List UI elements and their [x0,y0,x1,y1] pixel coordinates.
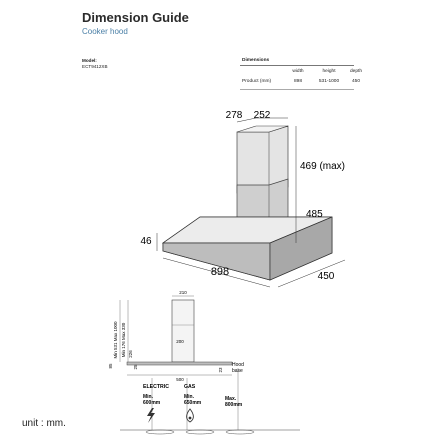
dim-500: 500 [176,377,184,382]
gas-min: Min. [184,394,194,400]
dim-278: 278 [225,110,243,121]
dim-85: 85 [108,363,113,369]
model-value: ECT9412XB [82,64,108,69]
hood-base-label-1: Hood [232,362,244,368]
max-label: Max. [225,396,237,402]
dimensions-heading: Dimensions [242,58,270,63]
dim-46: 46 [140,236,152,247]
flame-icon [187,409,194,422]
dim-25: 25 [133,364,138,370]
page-title: Dimension Guide [82,10,189,25]
value-depth: 450 [351,79,360,84]
max-value: 800mm [225,402,243,408]
electric-value: 600mm [143,400,161,406]
page-subtitle: Cooker hood [82,27,128,36]
dim-485: 485 [306,209,323,220]
dim-23: 23 [218,367,223,373]
unit-label: unit : mm. [22,418,66,429]
value-width: 898 [293,79,302,84]
column-height: height [322,69,336,74]
cooktop-burners [146,430,254,434]
model-label: Model: [82,58,97,63]
dim-450: 450 [317,271,335,282]
electric-min: Min. [143,394,153,400]
dim-469: 469 (max) [300,161,346,172]
dim-252: 252 [253,110,271,121]
gas-value: 650mm [184,400,202,406]
dim-898: 898 [210,266,230,278]
value-height: 531-1000 [318,79,340,84]
install-chimney [172,300,194,362]
electric-label: ELECTRIC [143,384,169,390]
row-label: Product (mm) [242,79,272,84]
dim-min-max-2: Min 176 Max 330 [121,322,126,358]
hood-base-label-2: base [232,368,243,374]
install-canopy [127,362,232,365]
gas-label: GAS [184,384,196,390]
lightning-icon [147,408,155,423]
column-width: width [292,69,304,74]
dim-210: 210 [179,290,187,295]
dim-200: 200 [176,339,184,344]
dim-226: 226 [128,350,133,358]
column-depth: depth [349,69,362,74]
dim-min-max-1: Min 531 Max 1000 [113,321,118,359]
